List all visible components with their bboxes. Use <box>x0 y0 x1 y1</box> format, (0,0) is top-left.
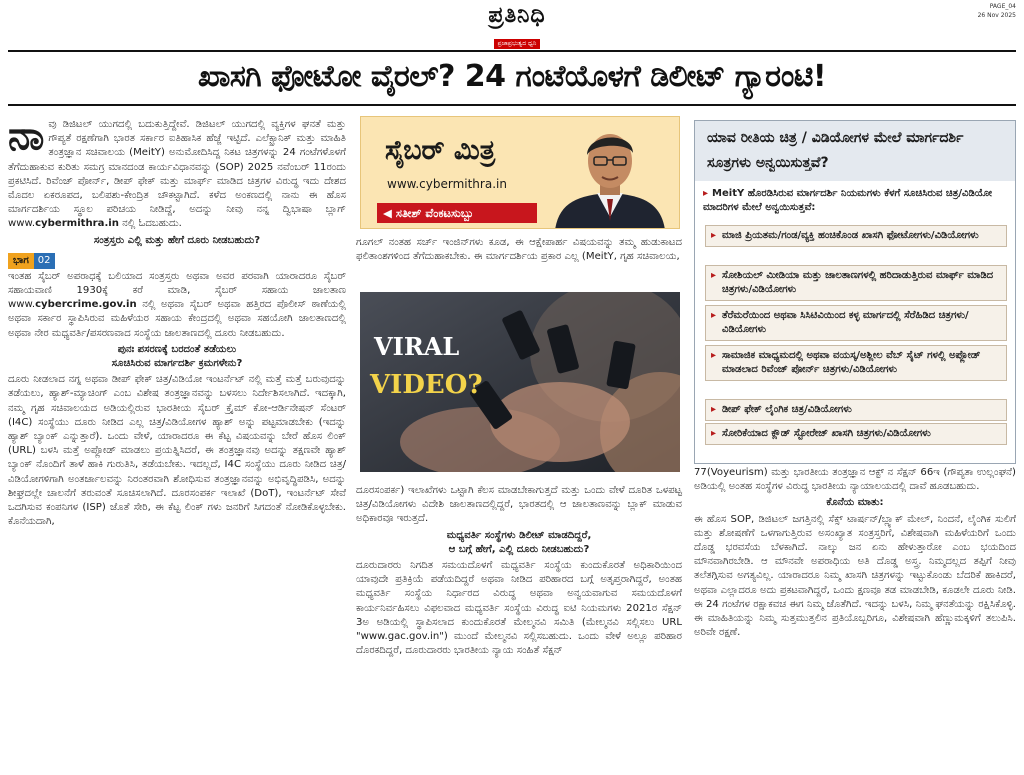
bullet-icon: ▸ <box>711 350 717 361</box>
page-id: PAGE_04 <box>989 3 1016 10</box>
sidebar-item-text: ಸೋಶಿಯಲ್ ಮೀಡಿಯಾ ಮತ್ತು ಜಾಲತಾಣಗಳಲ್ಲಿ ಹರಿದಾಡುತ್ತಿರುವ ಮಾರ್ಫ್ ಮಾಡಿದ ಚಿತ್ರಗಳು/ವಿಡಿಯೋಗಳು <box>722 270 994 295</box>
paragraph-text: ನಲ್ಲಿ ಅಥವಾ ಸೈಬರ್ ಅಥವಾ ಹತ್ತಿರದ ಪೊಲೀಸ್ ಠಾಣೆಯಲ್ಲಿ ಅಥವಾ ಸರ್ಕಾರ ಸ್ಥಾಪಿಸಿರುವ ಮಹಿಳೆಯರ ಸಹಾಯ ಕೇಂದ್ರದಲ್ಲಿ ಅಥವಾ ಸಹಯೋಗಿ ಜಾಲತಾಣದಲ್ಲಿ ಅಥವಾ ನೇರ ಮಧ್ಯವರ್ತಿ/ಪಸರಣವಾದ ಸಂಸ್ಥೆಯ ಜಾಲತಾಣದಲ್ಲಿ ದೂರು ನೀಡಬಹುದು. <box>8 299 346 339</box>
section-heading: ಕೊನೆಯ ಮಾತು: <box>826 497 884 509</box>
part-label: ಭಾಗ <box>8 253 34 269</box>
paragraph: ಈ ಹೊಸ SOP, ಡಿಜಿಟಲ್ ಜಗತ್ತಿನಲ್ಲಿ ಸೆಕ್ಸ್ ಟಾರ್ಷನ್/ಬ್ಲ್ಯಾಕ್ ಮೇಲ್, ನಿಂದನೆ, ಲೈಂಗಿಕ ಸುಲಿಗೆ ಮತ್ತು ಶೋಷಣೆಗೆ ಒಳಗಾಗುತ್ತಿರುವ ಅಸಂಖ್ಯಾತ ಸಂತ್ರಸ್ತರಿಗೆ, ವಿಶೇಷವಾಗಿ ಮಹಿಳೆಯರಿಗೆ ಒಂದು ದೊಡ್ಡ ಭರವಸೆಯ ಬೆಳಕಾಗಿದೆ. ನಾಲ್ಕು ಜನ ಏನು ಹೇಳುತ್ತಾರೋ ಎಂಬ ಭಯದಿಂದ ಮೌನವಾಗಿರಬೇಡಿ. ಆ ಮೌನವೇ ಅಪರಾಧಿಯ ಅತಿ ದೊಡ್ಡ ಅಸ್ತ್ರ. ನಿಮ್ಮದಲ್ಲದ ತಪ್ಪಿಗೆ ನೀವು ತಲೆತಗ್ಗಿಸುವ ಅಗತ್ಯವಿಲ್ಲ. ಯಾರಾದರೂ ನಿಮ್ಮ ಖಾಸಗಿ ಚಿತ್ರಗಳನ್ನು ಇಟ್ಟುಕೊಂಡು ಬೆದರಿಕೆ ಹಾಕಿದರೆ, ಅಥವಾ ಎಲ್ಲಾದರೂ ಅದು ಪ್ರಕಟವಾಗಿದ್ದರೆ, ಒಂದು ಕ್ಷಣವೂ ತಡ ಮಾಡಬೇಡಿ, ಕೂಡಲೇ ದೂರು ನೀಡಿ. ಈ 24 ಗಂಟೆಗಳ ರಕ್ಷಾಕವಚ ಈಗ ನಿಮ್ಮ ಜೊತೆಗಿದೆ. ಇದನ್ನು ಬಳಸಿ, ನಿಮ್ಮ ಘನತೆಯನ್ನು ರಕ್ಷಿಸಿಕೊಳ್ಳಿ. ಈ ಮಾಹಿತಿಯನ್ನು ನಿಮ್ಮ ಸುತ್ತಮುತ್ತಲಿನ ಪ್ರತಿಯೊಬ್ಬರಿಗೂ, ವಿಶೇಷವಾಗಿ ಹೆಣ್ಣುಮಕ್ಕಳಿಗೆ ತಲುಪಿಸಿ. ಅರಿವೇ ರಕ್ಷಣೆ. <box>694 513 1016 639</box>
paragraph-text: ಇಂತಹ ಸೈಬರ್ ಅಪರಾಧಕ್ಕೆ ಬಲಿಯಾದ ಸಂತ್ರಸ್ತರು ಅಥವಾ ಅವರ ಪರವಾಗಿ ಯಾರಾದರೂ ಸೈಬರ್ ಸಹಾಯವಾಣಿ 1930ಕ್ಕೆ ಕರೆ ಮಾಡಿ, ಸೈಬರ್ ಸಹಾಯ ಜಾಲತಾಣ www. <box>8 270 346 311</box>
article-column-1 <box>8 113 346 530</box>
paragraph <box>8 270 346 341</box>
sidebar-item-text: ಸೋರಿಕೆಯಾದ ಕ್ಲೌಡ್ ಸ್ಟೋರೇಜ್ ಖಾಸಗಿ ಚಿತ್ರಗಳು/ವಿಡಿಯೋಗಳು <box>722 428 931 439</box>
photo-caption-viral: VIRAL <box>374 332 460 361</box>
sidebar-item-text: ಡೀಪ್ ಫೇಕ್ ಲೈಂಗಿಕ ಚಿತ್ರ/ವಿಡಿಯೋಗಳು <box>722 404 852 415</box>
drop-cap: ನಾ <box>8 113 45 159</box>
divider <box>8 104 1016 106</box>
paragraph <box>8 113 346 232</box>
page-date: 26 Nov 2025 <box>977 12 1016 19</box>
sidebar-intro-text: MeitY ಹೊರಡಿಸಿರುವ ಮಾರ್ಗದರ್ಶಿ ನಿಯಮಗಳು ಕೆಳಗೆ ಸೂಚಿಸಿರುವ ಚಿತ್ರ/ವಿಡಿಯೋ ಮಾದರಿಗಳ ಮೇಲೆ ಅನ್ವಯಿಸುತ್ತವೆ: <box>703 188 993 213</box>
article-column-2-top <box>356 236 682 265</box>
author-portrait <box>547 121 673 229</box>
sidebar-title: ಯಾವ ರೀತಿಯ ಚಿತ್ರ / ವಿಡಿಯೋಗಳ ಮೇಲೆ ಮಾರ್ಗದರ್ಶಿ ಸೂತ್ರಗಳು ಅನ್ವಯಿಸುತ್ತವೆ? <box>695 121 1015 181</box>
bullet-icon: ▸ <box>711 428 717 439</box>
sidebar-intro <box>703 187 1009 215</box>
bullet-icon: ▸ <box>703 188 709 199</box>
article-column-2-bottom <box>356 484 682 659</box>
sidebar-item-text: ಮಾಜಿ ಪ್ರಿಯತಮ/ಗಂಡ/ವ್ಯಕ್ತಿ ಹಂಚಿಕೊಂಡ ಖಾಸಗಿ ಫೋಟೋಗಳು/ವಿಡಿಯೋಗಳು <box>722 230 979 241</box>
guidelines-sidebar <box>694 120 1016 464</box>
part-number: 02 <box>34 253 55 269</box>
column-banner <box>360 116 680 229</box>
paragraph: ದೂರುದಾರರು ನಿಗದಿತ ಸಮಯದೊಳಗೆ ಮಧ್ಯವರ್ತಿ ಸಂಸ್ಥೆಯ ಕುಂದುಕೊರತೆ ಅಧಿಕಾರಿಯಿಂದ ಯಾವುದೇ ಪ್ರತಿಕ್ರಿಯೆ ಪಡೆಯದಿದ್ದರೆ ಅಥವಾ ನೀಡಿದ ಪರಿಹಾರದ ಬಗ್ಗೆ ಅತೃಪ್ತರಾಗಿದ್ದರೆ, ಅಂತಹ ಮಧ್ಯವರ್ತಿ ಸಂಸ್ಥೆಯ ನಿರ್ಧಾರದ ವಿರುದ್ಧ ಅಥವಾ ಅನ್ವಯವಾಗುವ ಸಮಯದೊಳಗೆ ಕಾರ್ಯನಿರ್ವಹಿಸಲು ವಿಫಲವಾದ ಮಧ್ಯವರ್ತಿ ಸಂಸ್ಥೆಯ ವಿರುದ್ಧ ಐಟಿ ನಿಯಮಗಳು 2021ರ ಸೆಕ್ಷನ್ 3ಅ ಅಡಿಯಲ್ಲಿ ಸ್ಥಾಪಿಸಲಾದ ಕುಂದುಕೊರತೆ ಮೇಲ್ಮನವಿ ಸಮಿತಿ (ಮೇಲ್ಮನವಿ ಸಲ್ಲಿಸಲು URL "www.gac.gov.in") ಮುಂದೆ ಮೇಲ್ಮನವಿ ಸಲ್ಲಿಸಬಹುದು. ಒಂದು ವೇಳೆ ಅಲ್ಲೂ ಪರಿಹಾರ ದೊರಕದಿದ್ದರೆ, ದೂರುದಾರರು ಭಾರತೀಯ ನ್ಯಾಯ ಸಂಹಿತೆ ಸೆಕ್ಷನ್ <box>356 560 682 657</box>
masthead <box>0 0 1024 50</box>
paragraph-text: ನಲ್ಲಿ ಓದಬಹುದು. <box>118 218 182 230</box>
sidebar-item <box>705 225 1007 247</box>
column-title: ಸೈಬರ್ ಮಿತ್ರ <box>385 135 496 166</box>
cybercrime-link[interactable]: cybercrime.gov.in <box>35 299 137 311</box>
paragraph: ಗೂಗಲ್ ನಂತಹ ಸರ್ಚ್ ಇಂಜಿನ್‌ಗಳು ಕೂಡ, ಈ ಆಕ್ಷೇಪಾರ್ಹ ವಿಷಯವನ್ನು ತಮ್ಮ ಹುಡುಕಾಟದ ಫಲಿತಾಂಶಗಳಿಂದ ತೆಗೆದುಹಾಕಬೇಕು. ಈ ಮಾರ್ಗದರ್ಶಿಯ ಪ್ರಕಾರ ಎಲ್ಲ (MeitY, ಗೃಹ ಸಚಿವಾಲಯ, <box>356 237 682 263</box>
headline: ಖಾಸಗಿ ಫೋಟೋ ವೈರಲ್? 24 ಗಂಟೆಯೊಳಗೆ ಡಿಲೀಟ್ ಗ್ಯಾರಂಟಿ! <box>197 59 827 94</box>
logo-wordmark: ಪ್ರತಿನಿಧಿ <box>488 3 546 28</box>
section-question <box>356 529 682 557</box>
author-byline: ◀ ಸತೀಶ್ ವೆಂಕಟಸುಬ್ಬು <box>377 203 537 223</box>
section-question: ಸಂತ್ರಸ್ತರು ಎಲ್ಲಿ ಮತ್ತು ಹೇಗೆ ದೂರು ನೀಡಬಹುದು? <box>93 234 261 246</box>
article-photo <box>360 292 680 472</box>
newspaper-logo <box>455 2 579 46</box>
page-meta <box>978 2 1016 20</box>
paragraph: ದೂರಸಂಪರ್ಕ) ಇಲಾಖೆಗಳು ಒಟ್ಟಾಗಿ ಕೆಲಸ ಮಾಡಬೇಕಾಗುತ್ತದೆ ಮತ್ತು ಒಂದು ವೇಳೆ ದೂರಿತ ಒಳಪಟ್ಟ ಚಿತ್ರ/ವಿಡಿಯೋಗಳು ವಿದೇಶಿ ಜಾಲತಾಣದಲ್ಲಿದ್ದರೆ, ಭಾರತದಲ್ಲಿ ಆ ಜಾಲತಾಣವನ್ನು ಬ್ಲಾಕ್ ಮಾಡುವ ಅಧಿಕಾರವೂ ಇರುತ್ತದೆ. <box>356 485 682 525</box>
section-question <box>8 343 346 371</box>
bullet-icon: ▸ <box>711 230 717 241</box>
sidebar-item <box>705 399 1007 421</box>
sidebar-item <box>705 305 1007 341</box>
section-question-line: ಸೂಚಿಸಿರುವ ಮಾರ್ಗದರ್ಶಿ ಕ್ರಮಗಳೇನು? <box>111 358 243 370</box>
paragraph: ದೂರು ನೀಡಲಾದ ನಗ್ನ ಅಥವಾ ಡೀಪ್ ಫೇಕ್ ಚಿತ್ರ/ವಿಡಿಯೋ ಇಂಟರ್ನೆಟ್ ನಲ್ಲಿ ಮತ್ತೆ ಮತ್ತೆ ಬರುವುದನ್ನು ತಡೆಯಲು, ಹ್ಯಾಶ್-ಮ್ಯಾಚಿಂಗ್ ಎಂಬ ವಿಶೇಷ ತಂತ್ರಜ್ಞಾನವನ್ನು ಬಳಸಲು ನಿರ್ದೇಶಿಸಲಾಗಿದೆ. ಇದಕ್ಕಾಗಿ, ನಮ್ಮ ಗೃಹ ಸಚಿವಾಲಯದ ಅಡಿಯಲ್ಲಿರುವ ಭಾರತೀಯ ಸೈಬರ್ ಕ್ರೈಮ್ ಕೋ-ಆರ್ಡಿನೇಷನ್ ಸೆಂಟರ್ (I4C) ಸಂಸ್ಥೆಯು ದೂರು ನೀಡಿದ ಎಲ್ಲ ಚಿತ್ರ/ವಿಡಿಯೋಗಳ ಹ್ಯಾಶ್ ಅನ್ನು ಪಟ್ಟಮಾಡಬೇಕು (ಇದನ್ನು ಹ್ಯಾಶ್ ಬ್ಯಾಂಕ್ ಎನ್ನುತ್ತಾರೆ). ಒಂದು ವೇಳೆ, ಯಾರಾದರೂ ಈ ಕೆಟ್ಟ ವಿಷಯವನ್ನು ಬೇರೆ ಹೊಸ ಲಿಂಕ್ (URL) ಬಳಸಿ ಮತ್ತೆ ಅಪ್ಲೋಡ್ ಮಾಡಲು ಪ್ರಯತ್ನಿಸಿದರೆ, ಈ ತಂತ್ರಜ್ಞಾನವು ಅದನ್ನು ತಕ್ಷಣವೇ ಹ್ಯಾಶ್ ಬ್ಯಾಂಕ್ ನೊಂದಿಗೆ ತಾಳೆ ಹಾಕಿ ಗುರುತಿಸಿ, ತಡೆಯಬೇಕು. ಇದಲ್ಲದೆ, I4C ಸಂಸ್ಥೆಯು ದೂರು ನೀಡಿದ ಚಿತ್ರ/ವಿಡಿಯೋಗಳಿಗಾಗಿ ಅಂತರ್ಜಾಲವನ್ನು ನಿರಂತರವಾಗಿ ಶೋಧಿಸುವ ತಂತ್ರಜ್ಞಾನವನ್ನು ಅಭಿವೃದ್ಧಿಪಡಿಸಿ, ಅದನ್ನು ಶೀಘ್ರದಲ್ಲೇ ಚಾಲನೆಗೆ ತರುವಂತೆ ಸೂಚಿಸಲಾಗಿದೆ. ದೂರಸಂಪರ್ಕ ಇಲಾಖೆ (DoT), ಇಂಟರ್ನೆಟ್ ಸೇವೆ ಒದಗಿಸುವ ಕಂಪನಿಗಳ (ISP) ಜೊತೆ ಸೇರಿ, ಈ ಕೆಟ್ಟ ಲಿಂಕ್ ಗಳು ಜನರಿಗೆ ಸಿಗದಂತೆ ನೋಡಿಕೊಳ್ಳಬೇಕು. ಕೊನೆಯದಾಗಿ, <box>8 374 346 528</box>
sidebar-item <box>705 423 1007 445</box>
column-url[interactable]: www.cybermithra.in <box>387 177 507 191</box>
logo-tagline: ಪ್ರಜಾಪ್ರಭುತ್ವದ ಧ್ವನಿ <box>494 39 541 49</box>
sidebar-item-text: ಸಾಮಾಜಿಕ ಮಾಧ್ಯಮದಲ್ಲಿ ಅಥವಾ ವಯಸ್ಕ/ಅಶ್ಲೀಲ ವೆಬ್ ಸೈಟ್ ಗಳಲ್ಲಿ ಅಪ್ಲೋಡ್ ಮಾಡಲಾದ ರಿವೆಂಜ್ ಪೋರ್ನ್ ಚಿತ್ರಗಳು/ವಿಡಿಯೋಗಳು <box>722 350 981 375</box>
section-question-line: ಪುನಃ ಪಸರಣಕ್ಕೆ ಬರದಂತೆ ತಡೆಯಲು <box>117 343 237 355</box>
bullet-icon: ▸ <box>711 310 717 321</box>
paragraph-text: ವು ಡಿಜಿಟಲ್ ಯುಗದಲ್ಲಿ ಬದುಕುತ್ತಿದ್ದೇವೆ. ಡಿಜಿಟಲ್ ಯುಗದಲ್ಲಿ ವ್ಯಕ್ತಿಗಳ ಘನತೆ ಮತ್ತು ಗೌಪ್ಯತೆ ರಕ್ಷಣೆಗಾಗಿ ಭಾರತ ಸರ್ಕಾರ ಐತಿಹಾಸಿಕ ಹೆಜ್ಜೆ ಇಟ್ಟಿದೆ. ಎಲೆಕ್ಟ್ರಾನಿಕ್ ಮತ್ತು ಮಾಹಿತಿ ತಂತ್ರಜ್ಞಾನ ಸಚಿವಾಲಯ (MeitY) ಅನುಮೋದಿಸಿದ್ದ ನಿಕಟ ಚಿತ್ರಗಳನ್ನು 24 ಗಂಟೆಗಳೊಳಗೆ ತೆಗೆದುಹಾಕುವ ಕುರಿತು ಸಮಗ್ರ ಮಾನದಂಡ ಕಾರ್ಯವಿಧಾನವನ್ನು (SOP) 2025 ನವೆಂಬರ್ 11ರಂದು ಪ್ರಕಟಿಸಿದೆ. ರಿವೆಂಜ್ ಪೋರ್ನ್, ಡೀಪ್ ಫೇಕ್ ಮತ್ತು ಮಾರ್ಫ್ ಮಾಡಿದ ಚಿತ್ರಗಳ ವಿರುದ್ಧ ಇದು ದೇಶದ ಮೊದಲ ಏಕರೂಪದ, ಬಲಿಪಶು-ಕೇಂದ್ರಿತ ಚೌಕಟ್ಟಾಗಿದೆ. ಕಳೆದ ಅಂಕಣದಲ್ಲಿ ನಾನು ಈ ಹೊಸ ಮಾರ್ಗದರ್ಶಿಯ ಸ್ಥೂಲ ಪರಿಚಯ ನೀಡಿದ್ದೆ, ಅದನ್ನು ನೀವು ನನ್ನ ದ್ವಿಭಾಷಾ ಬ್ಲಾಗ್ www. <box>8 119 346 230</box>
section-question-line: ಮಧ್ಯವರ್ತಿ ಸಂಸ್ಥೆಗಳು ಡಿಲೀಟ್ ಮಾಡದಿದ್ದರೆ, <box>446 529 592 541</box>
sidebar-item <box>705 265 1007 301</box>
section-question-line: ಆ ಬಗ್ಗೆ ಹೇಗೆ, ಎಲ್ಲಿ ದೂರು ನೀಡಬಹುದು? <box>448 543 590 555</box>
bullet-icon: ▸ <box>711 404 717 415</box>
photo-caption-video: VIDEO? <box>370 370 483 400</box>
blog-link[interactable]: cybermithra.in <box>35 218 119 230</box>
bullet-icon: ▸ <box>711 270 717 281</box>
paragraph: 77(Voyeurism) ಮತ್ತು ಭಾರತೀಯ ತಂತ್ರಜ್ಞಾನ ಆಕ್ಟ್ ನ ಸೆಕ್ಷನ್ 66ಇ (ಗೌಪ್ಯತಾ ಉಲ್ಲಂಘನೆ) ಅಡಿಯಲ್ಲಿ ಅಂತಹ ಸಂಸ್ಥೆಗಳ ವಿರುದ್ಧ ಭಾರತೀಯ ನ್ಯಾಯಾಲಯದಲ್ಲಿ ದಾವೆ ಹೂಡಬಹುದು. <box>694 467 1016 493</box>
part-badge <box>8 253 55 269</box>
article-column-3 <box>694 466 1016 641</box>
sidebar-item <box>705 345 1007 381</box>
sidebar-item-text: ತೆರೆಮರೆಯಿಂದ ಅಥವಾ ಸಿಸಿಟಿವಿಯಿಂದ ಕಳ್ಳ ಮಾರ್ಗದಲ್ಲಿ ಸೆರೆಹಿಡಿದ ಚಿತ್ರಗಳು/ವಿಡಿಯೋಗಳು <box>722 310 969 335</box>
